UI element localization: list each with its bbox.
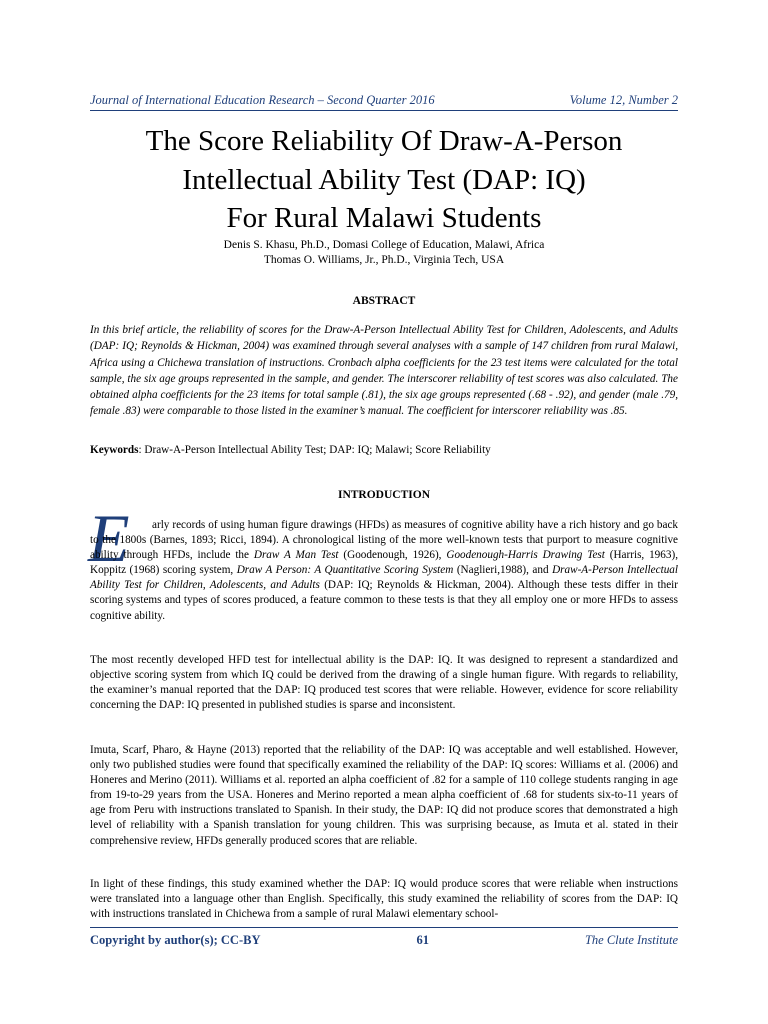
header-rule [90, 110, 678, 111]
title-line-1: The Score Reliability Of Draw-A-Person [145, 125, 623, 157]
intro-paragraph-4: In light of these findings, this study examined whether the DAP: IQ would produce scores that were reliable when instructions were translated into a language other than English. Specifically, this study examined the reliability of scores from the DAP: IQ with instructions translated in Chichewa from a sample of rural Malawi elementary school- [90, 878, 678, 921]
author-list [90, 238, 678, 268]
abstract-text: In this brief article, the reliability of scores for the Draw-A-Person Intellectual Ability Test for Children, Adolescents, and Adults (DAP: IQ; Reynolds & Hickman, 2004) was examined through several analyses with a sample of 147 children from rural Malawi, Africa using a Chichewa translation of instructions. Cronbach alpha coefficients for the 23 test items were calculated for the total sample, the six age groups represented in the sample, and gender. The interscorer reliability of test scores was also calculated. The obtained alpha coefficients for the 23 items for total sample (.81), the six age groups represented (.68 - .92), and gender (male .79, female .83) were comparable to those listed in the examiner’s manual. The coefficient for interscorer reliability was .85. [90, 324, 678, 418]
copyright-notice: Copyright by author(s); CC-BY [90, 933, 261, 947]
drop-cap: E [88, 500, 130, 576]
title-line-3: For Rural Malawi Students [226, 202, 542, 234]
p1-italic-2: Goodenough-Harris Drawing Test [446, 549, 605, 562]
volume-number: Volume 12, Number 2 [569, 93, 678, 107]
page-footer [90, 933, 678, 948]
p1-text-2: (Goodenough, 1926), [338, 549, 447, 562]
author-2: Thomas O. Williams, Jr., Ph.D., Virginia Tech, USA [263, 254, 505, 266]
abstract-heading: ABSTRACT [352, 295, 416, 307]
keywords-text: : Draw-A-Person Intellectual Ability Test; DAP: IQ; Malawi; Score Reliability [138, 444, 491, 456]
author-1: Denis S. Khasu, Ph.D., Domasi College of Education, Malawi, Africa [223, 239, 545, 251]
p1-italic-3: Draw A Person: A Quantitative Scoring System [236, 564, 454, 577]
p1-text-3: (Harris, 1963), Koppitz (1968) scoring system, [90, 549, 678, 577]
journal-name: Journal of International Education Research – Second Quarter 2016 [90, 93, 435, 107]
p1-italic-4: Draw-A-Person Intellectual Ability Test for Children, Adolescents, and Adults [90, 564, 678, 592]
p1-text-4: (Naglieri,1988), and [453, 564, 553, 577]
title-line-2: Intellectual Ability Test (DAP: IQ) [182, 163, 586, 196]
running-header [90, 93, 678, 108]
intro-paragraph-3: Imuta, Scarf, Pharo, & Hayne (2013) reported that the reliability of the DAP: IQ was acceptable and well established. However, only two published studies were found that specifically examined the reliability of the DAP: IQ scores: Williams et al. (2006) and Honeres and Merino (2011). Williams et al. reported an alpha coefficient of .82 for a sample of 110 college students ranging in age from 19-to-29 years from the USA. Honeres and Merino reported a mean alpha coefficient of .68 for students six-to-11 years of age from Peru with instructions translated to Spanish. In their study, the DAP: IQ did not produce scores that demonstrated a high level of reliability with a Spanish translation for young children. This was surprising because, as Imuta et al. stated in their comprehensive review, HFDs generally produced scores that are reliable. [90, 744, 678, 847]
p1-italic-1: Draw A Man Test [253, 549, 339, 562]
intro-paragraph-2: The most recently developed HFD test for intellectual ability is the DAP: IQ. It was designed to represent a standardized and objective scoring system from which IQ could be derived from the drawing of a single human figure. With regards to reliability, the examiner’s manual reported that the DAP: IQ produced test scores that were reliable. However, evidence for score reliability concerning the DAP: IQ presented in published studies is sparse and inconsistent. [90, 654, 678, 712]
keywords [90, 444, 678, 456]
page-number: 61 [416, 933, 429, 947]
keywords-label: Keywords [90, 444, 139, 456]
p1-text-5: (DAP: IQ; Reynolds & Hickman, 2004). Although these tests differ in their scoring systems and types of scores produced, a feature common to these tests is that they all employ one or more HFDs to assess cognitive ability. [90, 579, 678, 622]
publisher-name: The Clute Institute [584, 933, 678, 947]
paper-title [60, 122, 708, 238]
intro-paragraph-1 [90, 518, 678, 624]
p1-text-1: arly records of using human figure drawings (HFDs) as measures of cognitive ability have a rich history and go back to the 1800s (Barnes, 1893; Ricci, 1894). A chronological listing of the more well-known tests that purport to measure cognitive ability through HFDs, include the [90, 519, 678, 562]
introduction-heading: INTRODUCTION [337, 489, 430, 501]
footer-rule [90, 927, 678, 928]
